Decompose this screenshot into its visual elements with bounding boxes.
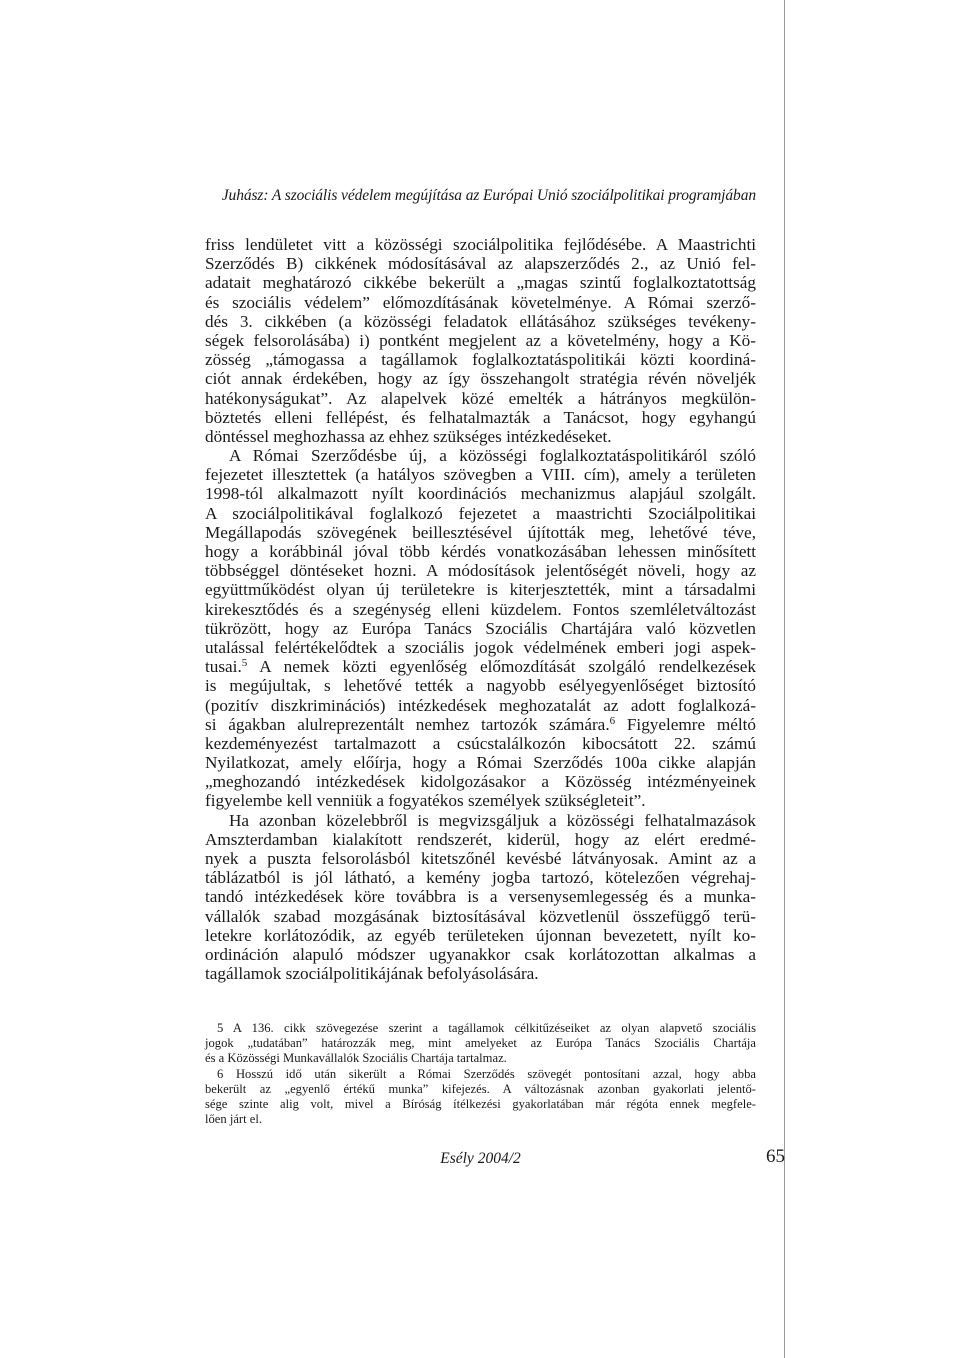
text-line [205,389,756,408]
text-line [205,1112,756,1127]
text-segment: és szociális védelem” előmozdításának követelménye. A Római szerző- [205,292,756,312]
body-paragraph [205,235,756,446]
text-segment: Ha azonban közelebbről is megvizsgáljuk a közösségi felhatalmazások [229,810,756,830]
text-line [205,542,756,561]
text-segment: jogok „tudatában” határozzák meg, mint amelyeket az Európa Tanács Szociális Chartája [205,1036,756,1051]
text-segment: friss lendületet vitt a közösségi szociálpolitika fejlődésébe. A Maastrichti [205,235,756,254]
text-line [205,504,756,523]
text-line [205,523,756,542]
text-segment: döntéssel meghozhassa az ehhez szükséges intézkedéseket. [205,426,612,446]
text-line [205,293,756,312]
text-line [205,580,756,599]
text-segment: tusai. [205,657,242,677]
footnotes [205,1021,756,1127]
text-line [205,1051,756,1066]
text-segment: vállalók szabad mozgásának biztosításával közvetlenül összefüggő terü- [205,906,756,926]
text-segment: „meghozandó intézkedések kidolgozásakor a Közösség intézményeinek [205,772,756,792]
text-segment: ciót annak érdekében, hogy az így összehangolt stratégia révén növeljék [205,369,756,389]
text-line [205,465,756,484]
text-line [205,561,756,580]
text-line [205,715,756,734]
text-line [205,427,756,446]
text-segment: ségek felsorolásába) i) pontként megjelent az a követelmény, hogy a Kö- [205,330,756,350]
text-segment: A szociálpolitikával foglalkozó fejezetet a maastrichti Szociálpolitikai [205,503,756,523]
text-line [205,619,756,638]
text-segment: 1998-tól alkalmazott nyílt koordinációs mechanizmus alapjául szolgált. [205,484,756,504]
text-segment: hogy a korábbinál jóval több kérdés vonatkozásában lehessen minősített [205,542,756,561]
article-body [205,235,756,983]
text-line [205,964,756,983]
text-line [205,753,756,772]
text-line [205,1067,756,1082]
text-line [205,907,756,926]
text-line [205,484,756,503]
text-segment: böztetés elleni fellépést, és felhatalmazták a Tanácsot, hogy egyhangú [205,407,756,427]
text-segment: hatékonyságukat”. Az alapelvek közé emelték a hátrányos megkülön- [205,388,756,408]
footnote [205,1021,756,1067]
text-segment: 5 A 136. cikk szövegezése szerint a tagállamok célkitűzéseiket az olyan alapvető szociális [217,1021,756,1035]
text-line [205,273,756,292]
running-head: Juhász: A szociális védelem megújítása az Európai Unió szociálpolitikai programjában [221,187,756,204]
text-line [205,811,756,830]
text-segment: kezdeményezést tartalmazott a csúcstalálkozón kibocsátott 22. számú [205,733,756,753]
text-line [205,1097,756,1112]
journal-issue: Esély 2004/2 [440,1150,521,1167]
text-segment: ordináción alapuló módszer ugyanakkor csak korlátozottan alkalmas a [205,944,756,964]
text-segment: (pozitív diszkriminációs) intézkedések meghozatalát az adott foglalkozá- [205,695,756,715]
footnote-ref: 6 [609,714,616,727]
text-line [205,830,756,849]
text-segment: adatait meghatározó cikkébe bekerült a „magas szintű foglalkoztatottság [205,273,756,293]
text-segment: együttműködést olyan új területekre is kiterjesztették, mint a társadalmi [205,580,756,600]
text-line [205,235,756,254]
text-line [205,1082,756,1097]
text-line [205,696,756,715]
text-line [205,312,756,331]
text-line [205,254,756,273]
text-segment: tükrözött, hogy az Európa Tanács Szociális Chartájára való közvetlen [205,618,756,638]
text-line [205,350,756,369]
text-segment: sége szinte alig volt, mivel a Bíróság ítélkezési gyakorlatában már régóta ennek megfele- [205,1096,756,1111]
footnote [205,1067,756,1128]
text-segment: és a Közösségi Munkavállalók Szociális Chartája tartalmaz. [205,1051,507,1066]
text-segment: Megállapodás szövegének beillesztésével újították meg, lehetővé téve, [205,522,756,542]
text-segment: utalással felértékelődtek a szociális jogok védelmének emberi jogi aspek- [205,637,756,657]
text-line [205,676,756,695]
text-segment: Figyelemre méltó [615,714,757,734]
text-line [205,849,756,868]
text-segment: A nemek közti egyenlőség előmozdítását szolgáló rendelkezések [247,657,756,677]
footnote-ref: 5 [241,657,248,670]
text-segment: Amszterdamban kialakított rendszerét, kiderül, hogy az elért eredmé- [205,829,756,849]
text-segment: bekerült az „egyenlő értékű munka” kifejezés. A változásnak azonban gyakorlati jelentő- [205,1081,756,1096]
text-segment: Nyilatkozat, amely előírja, hogy a Római Szerződés 100a cikke alapján [205,753,756,773]
text-line [205,791,756,810]
text-segment: Szerződés B) cikkének módosításával az alapszerződés 2., az Unió fel- [205,254,756,274]
text-segment: táblázatból is jól látható, a kemény jogba tartozó, kötelezően végrehaj- [205,868,756,888]
text-segment: 6 Hosszú idő után sikerült a Római Szerződés szövegét pontosítani azzal, hogy abba [217,1066,756,1081]
text-segment: lően járt el. [205,1112,262,1127]
text-segment: kirekesztődés és a szegénység elleni küzdelem. Fontos szemléletváltozást [205,599,756,619]
text-segment: dés 3. cikkében (a közösségi feladatok ellátásához szükséges tevékeny- [205,311,756,331]
text-segment: letekre korlátozódik, az egyéb területeken újonnan bevezetett, nyílt ko- [205,925,756,945]
text-line [205,1036,756,1051]
text-line [205,868,756,887]
text-segment: si ágakban alulreprezentált nemhez tartozók számára. [205,714,610,734]
text-segment: tandó intézkedések köre továbbra is a versenysemlegesség és a munka- [205,887,756,907]
text-segment: tagállamok szociálpolitikájának befolyásolására. [205,964,539,984]
page-footer [205,1146,785,1169]
text-line [205,446,756,465]
page-number: 65 [766,1146,785,1167]
text-line [205,926,756,945]
text-line [205,945,756,964]
text-segment: többséggel döntéseket hozni. A módosítások jelentőségét növeli, hogy az [205,561,756,581]
text-line [205,638,756,657]
text-line [205,408,756,427]
body-paragraph [205,446,756,811]
text-line [205,772,756,791]
text-line [205,1021,756,1036]
text-segment: zösség „támogassa a tagállamok foglalkoztatáspolitikái közti koordiná- [205,350,756,370]
text-segment: fejezetet illesztettek (a hatályos szövegben a VIII. cím), amely a területen [205,465,756,485]
text-line [205,887,756,906]
text-segment: figyelembe kell venniük a fogyatékos személyek szükségleteit”. [205,791,646,811]
body-paragraph [205,811,756,984]
text-line [205,600,756,619]
text-segment: nyek a puszta felsorolásból kitetszőnél kevésbé látványosak. Amint az a [205,849,756,868]
text-line [205,331,756,350]
text-line [205,734,756,753]
text-line [205,657,756,676]
text-line [205,369,756,388]
text-segment: is megújultak, s lehetővé tették a nagyobb esélyegyenlőséget biztosító [205,676,756,696]
text-segment: A Római Szerződésbe új, a közösségi foglalkoztatáspolitikáról szóló [229,446,756,466]
